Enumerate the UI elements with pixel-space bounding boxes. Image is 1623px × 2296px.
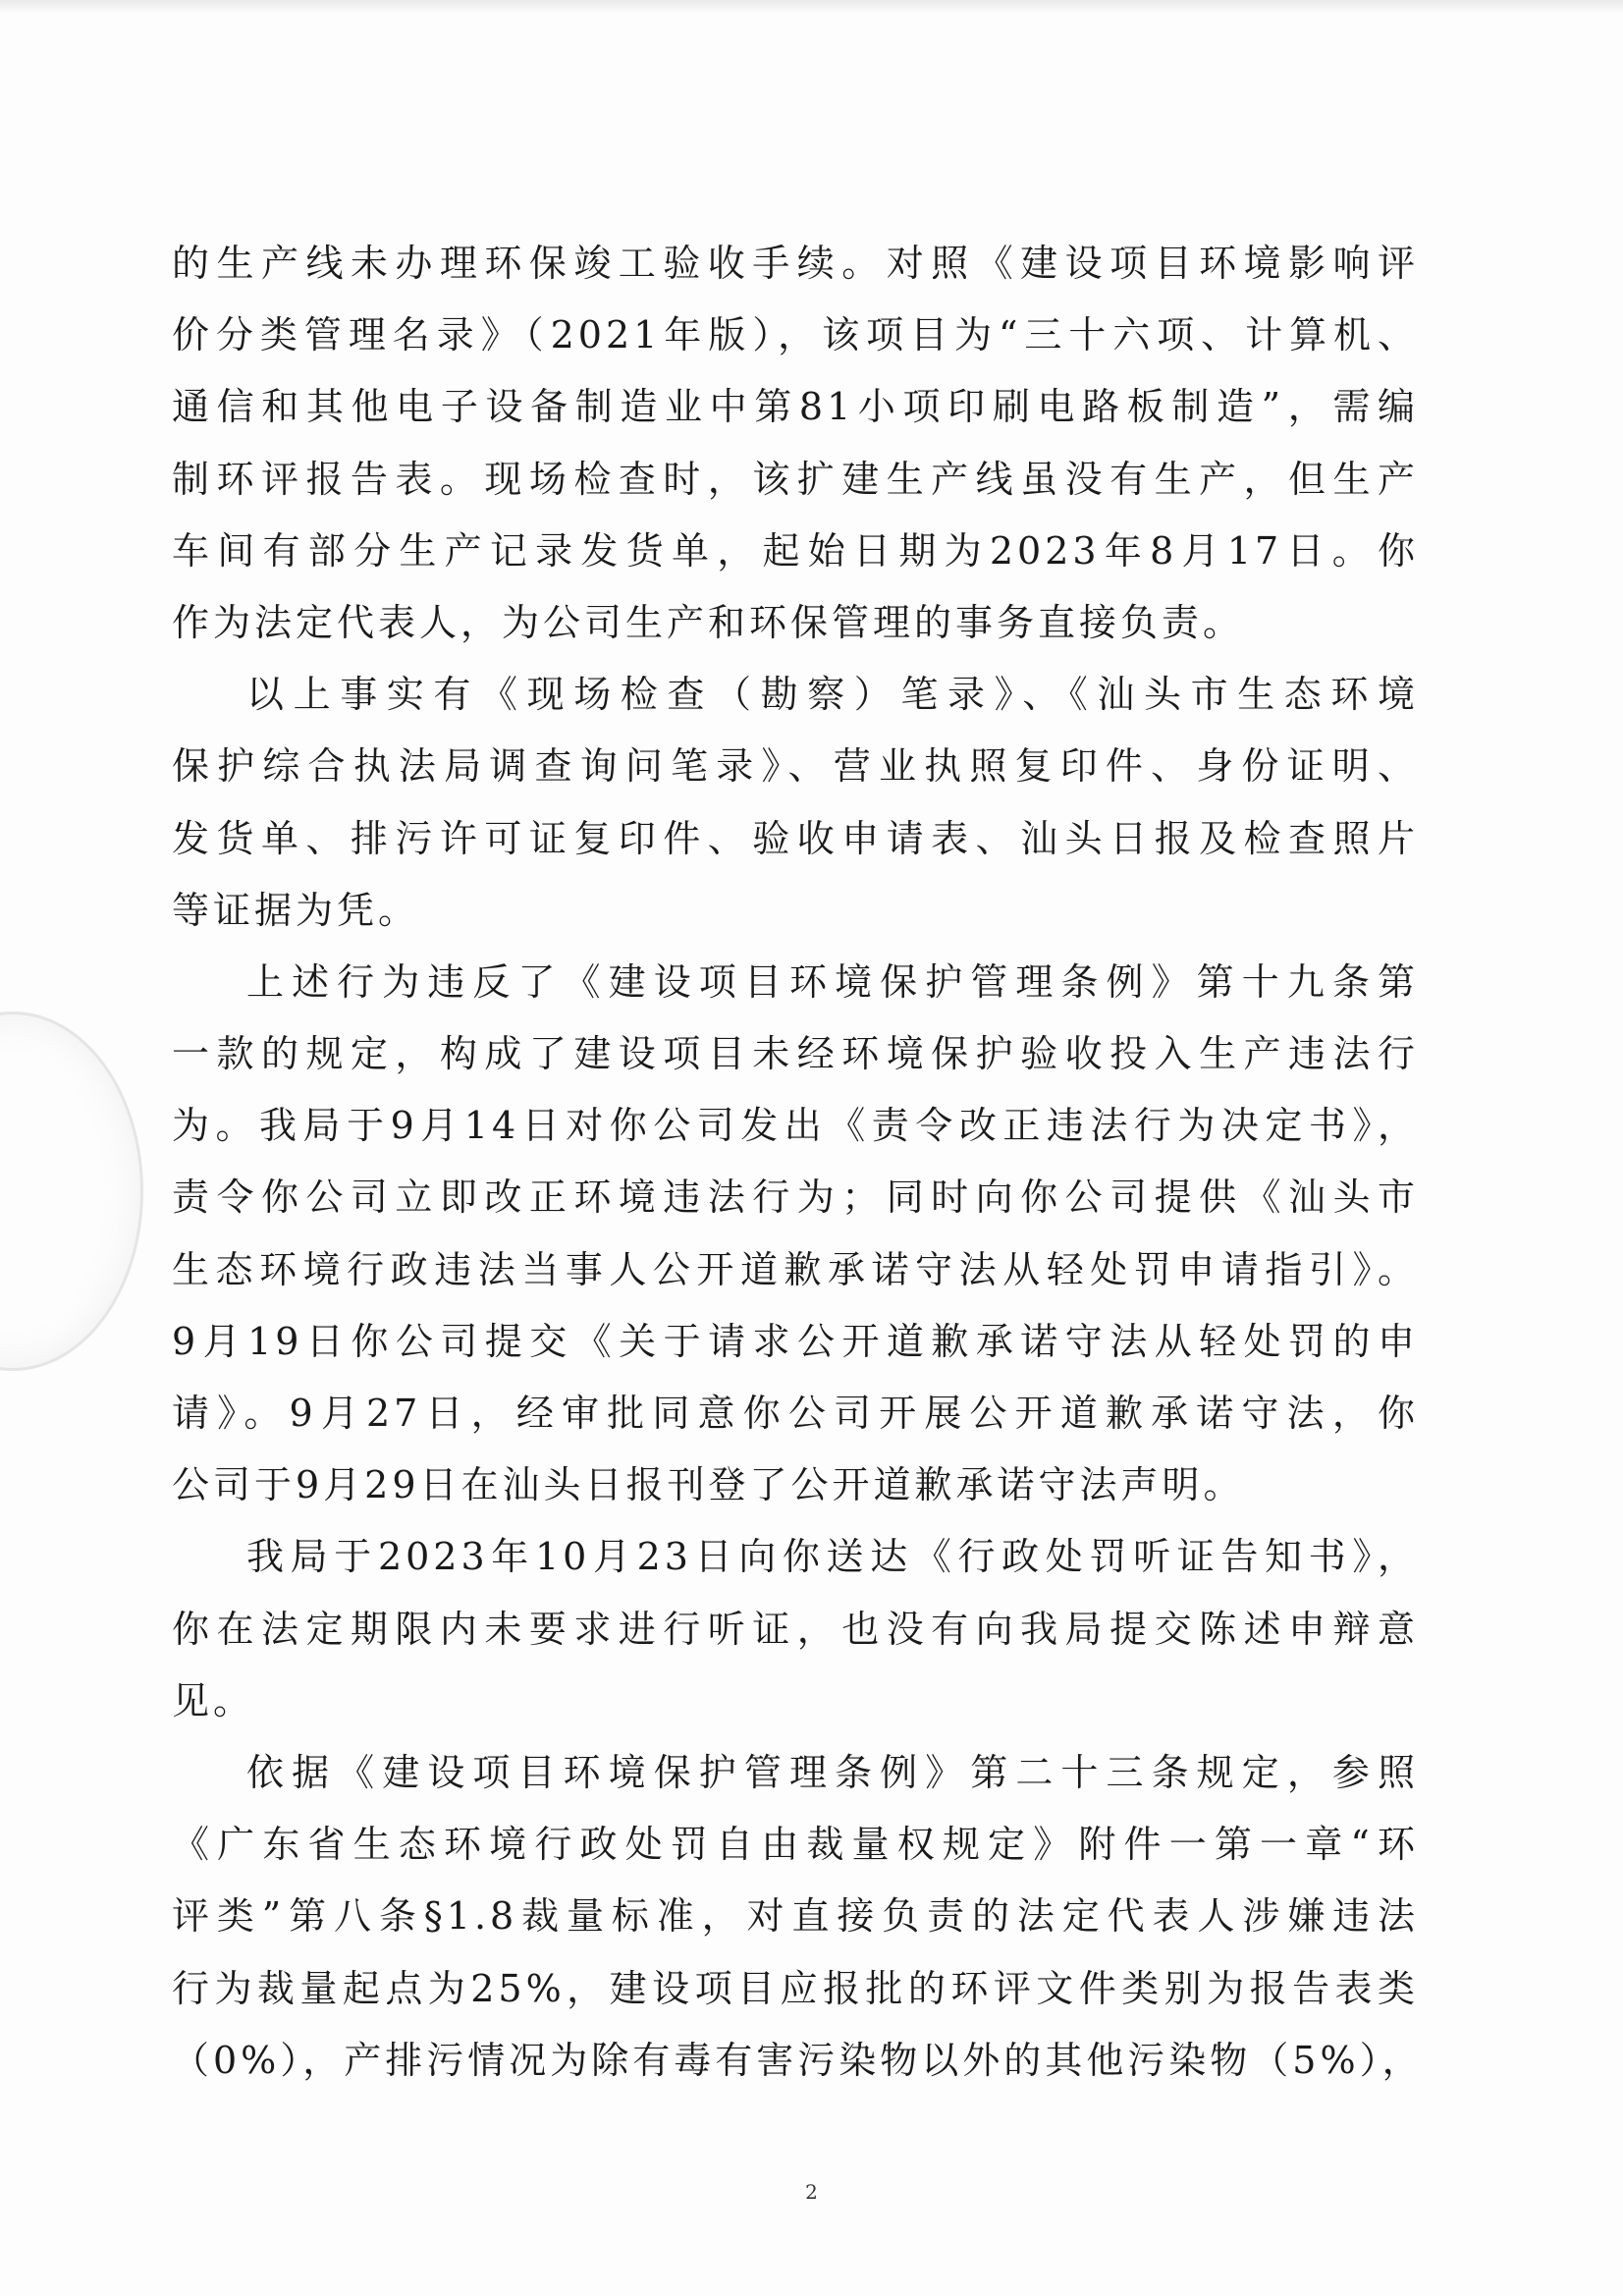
text-line: 《广东省生态环境行政处罚自由裁量权规定》附件一第一章“环 — [172, 1823, 1419, 1867]
text-line: 责令你公司立即改正环境违法行为；同时向你公司提供《汕头市 — [172, 1175, 1419, 1220]
text-line: 依据《建设项目环境保护管理条例》第二十三条规定，参照 — [246, 1750, 1419, 1794]
text-line: 9月19日你公司提交《关于请求公开道歉承诺守法从轻处罚的申 — [172, 1319, 1419, 1363]
text-line: 发货单、排污许可证复印件、验收申请表、汕头日报及检查照片 — [172, 816, 1419, 860]
text-line: 的生产线未办理环保竣工验收手续。对照《建设项目环境影响评 — [172, 242, 1419, 285]
text-line: 上述行为违反了《建设项目环境保护管理条例》第十九条第 — [246, 959, 1419, 1004]
body-text — [172, 228, 1424, 2097]
text-line: 保护综合执法局调查询问笔录》、营业执照复印件、身份证明、 — [172, 744, 1419, 789]
seal-stamp-partial — [0, 1011, 143, 1371]
text-line: 公司于9月29日在汕头日报刊登了公开道歉承诺守法声明。 — [172, 1463, 1245, 1507]
text-line: 生态环境行政违法当事人公开道歉承诺守法从轻处罚申请指引》。 — [172, 1247, 1419, 1291]
text-line: 制环评报告表。现场检查时，该扩建生产线虽没有生产，但生产 — [172, 457, 1419, 501]
text-line: 作为法定代表人，为公司生产和环保管理的事务直接负责。 — [172, 600, 1245, 644]
text-line: 见。 — [172, 1678, 255, 1722]
text-line: 为。我局于9月14日对你公司发出《责令改正违法行为决定书》， — [172, 1104, 1419, 1148]
text-line: 行为裁量起点为25%，建设项目应报批的环评文件类别为报告表类 — [172, 1966, 1419, 2010]
text-line: 评类”第八条§1.8裁量标准，对直接负责的法定代表人涉嫌违法 — [172, 1894, 1419, 1939]
text-line: 我局于2023年10月23日向你送达《行政处罚听证告知书》， — [246, 1535, 1419, 1579]
text-line: 价分类管理名录》（2021年版），该项目为“三十六项、计算机、 — [172, 313, 1419, 357]
text-line: 以上事实有《现场检查（勘察）笔录》、《汕头市生态环境 — [246, 673, 1419, 717]
scan-edge — [0, 0, 1623, 14]
text-line: 请》。9月27日，经审批同意你公司开展公开道歉承诺守法，你 — [172, 1392, 1419, 1435]
text-line: （0%），产排污情况为除有毒有害污染物以外的其他污染物（5%）， — [172, 2038, 1424, 2082]
text-line: 一款的规定，构成了建设项目未经环境保护验收投入生产违法行 — [172, 1032, 1419, 1076]
text-line: 你在法定期限内未要求进行听证，也没有向我局提交陈述申辩意 — [172, 1607, 1419, 1651]
text-line: 通信和其他电子设备制造业中第81小项印刷电路板制造”，需编 — [172, 385, 1419, 429]
page-number: 2 — [805, 2180, 818, 2204]
text-line: 车间有部分生产记录发货单，起始日期为2023年8月17日。你 — [172, 528, 1419, 573]
text-line: 等证据为凭。 — [172, 888, 420, 932]
